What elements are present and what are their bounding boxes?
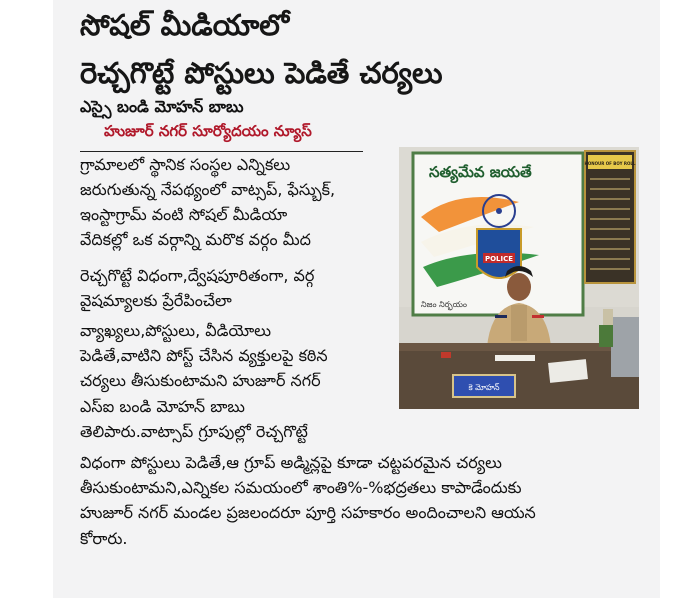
banner-text: సత్యమేవ జయతే — [429, 163, 532, 181]
officer-photo — [399, 147, 639, 409]
news-source: హుజూర్ నగర్ సూర్యోదయం న్యూస్ — [104, 122, 312, 140]
body-line: ఎస్ఐ బండి మోహన్ బాబు — [80, 397, 245, 416]
body-line: చర్యలు తీసుకుంటామని హుజూర్ నగర్ — [80, 371, 321, 390]
body-line: జరుగుతున్న నేపథ్యంలో వాట్సప్, ఫేస్బుక్, — [80, 180, 336, 199]
body-line: ఇంస్టాగ్రామ్ వంటి సోషల్ మీడియా — [80, 205, 288, 224]
headline-line-1: సోషల్ మీడియాలో — [80, 8, 290, 42]
divider-rule — [80, 151, 363, 152]
body-line: కోరారు. — [80, 529, 128, 548]
police-logo-text: POLICE — [484, 255, 514, 263]
byline: ఎస్సై బండి మోహన్ బాబు — [80, 97, 244, 116]
body-line: హుజూర్ నగర్ మండల ప్రజలందరూ పూర్తి సహకారం అందించాలని ఆయన — [80, 503, 536, 522]
desk-nameplate: కె మోహన్ — [468, 383, 500, 392]
body-line: గ్రామాలలో స్థానిక సంస్థల ఎన్నికలు — [80, 155, 291, 174]
honour-board-heading: HONOUR OF BOY ROLL — [584, 161, 636, 166]
body-line: పెడితే,వాటిని పోస్ట్ చేసిన వ్యక్తులపై కఠిన — [80, 346, 328, 365]
body-line: విధంగా పోస్టులు పెడితే,ఆ గ్రూప్ అడ్మిన్లపై కూడా చట్టపరమైన చర్యలు — [80, 453, 502, 472]
body-line: తీసుకుంటామని,ఎన్నికల సమయంలో శాంతి%-%భద్రతలు కాపాడేందుకు — [80, 478, 522, 497]
page-margin — [660, 0, 687, 598]
body-line: తెలిపారు.వాట్సాప్ గ్రూపుల్లో రెచ్చగొట్టే — [80, 422, 308, 441]
banner-caption: నిజం నిర్భయం — [421, 300, 467, 309]
body-line: వ్యాఖ్యలు,పోస్టులు, వీడియోలు — [80, 321, 272, 340]
body-line: రెచ్చగొట్టే విధంగా,ద్వేషపూరితంగా, వర్గ — [80, 266, 315, 285]
body-line: వేదికల్లో ఒక వర్గాన్ని మరొక వర్గం మీద — [80, 230, 311, 249]
headline-line-2: రెచ్చగొట్టే పోస్టులు పెడితే చర్యలు — [80, 56, 443, 90]
body-line: వైషమ్యాలకు ప్రేరేపించేలా — [80, 291, 232, 310]
